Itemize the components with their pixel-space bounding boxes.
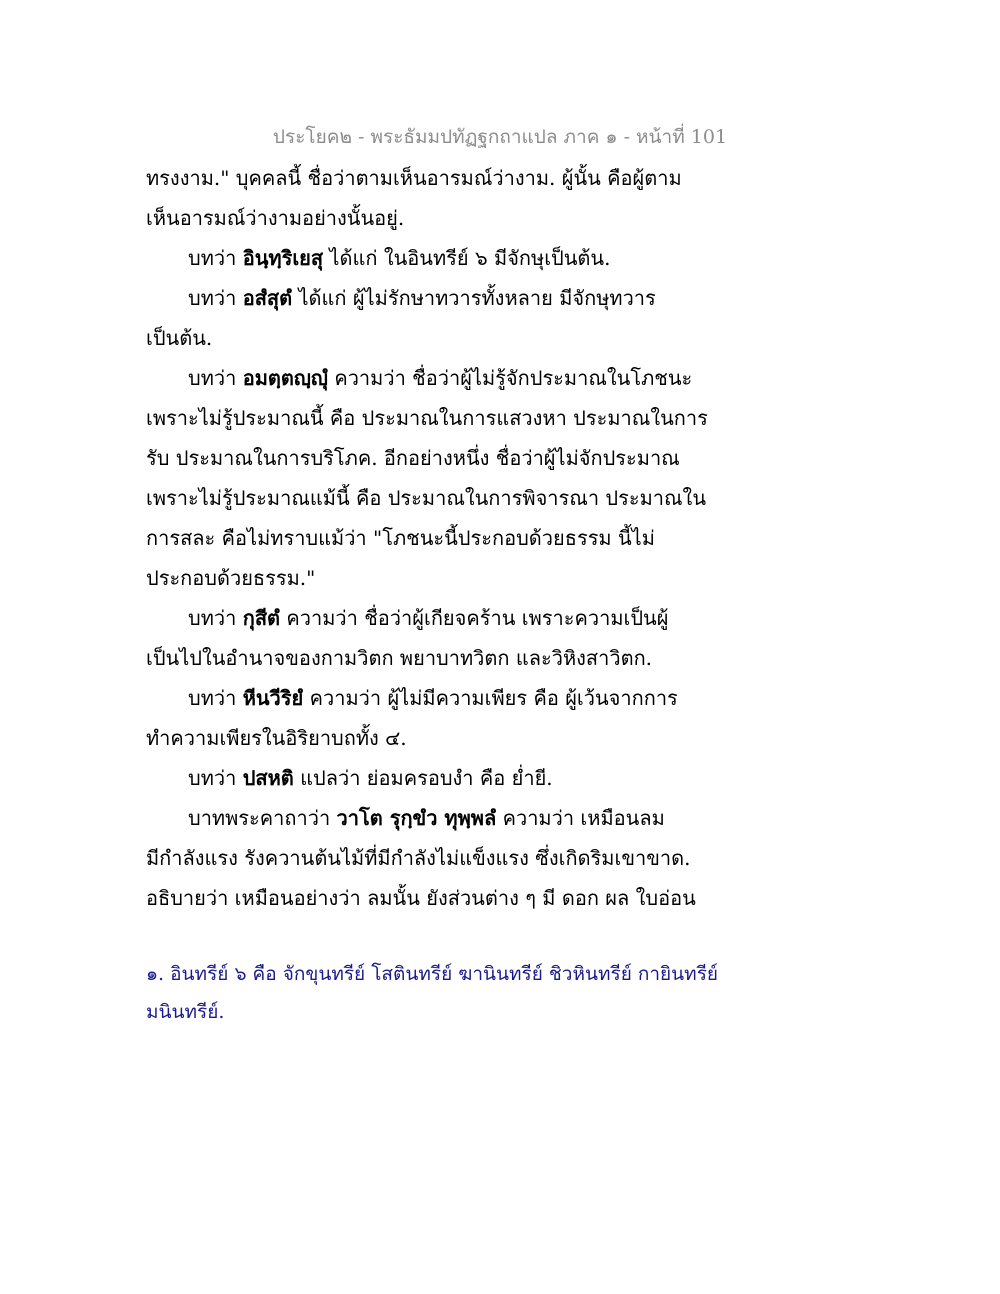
footnote	[146, 955, 719, 1031]
text-line: บทว่า หีนวีริยํ ความว่า ผู้ไม่มีความเพียร คือ ผู้เว้นจากการ	[188, 686, 678, 710]
text-line: บทว่า กุสีตํ ความว่า ชื่อว่าผู้เกียจคร้าน เพราะความเป็นผู้	[188, 606, 669, 630]
pali-term: วาโต รุกฺขํว ทุพฺพลํ	[336, 806, 497, 830]
text-line: เป็นไปในอำนาจของกามวิตก พยาบาทวิตก และวิหิงสาวิตก.	[146, 646, 653, 670]
pali-term: อมตฺตญฺญุํ	[242, 366, 328, 390]
text-line: บาทพระคาถาว่า วาโต รุกฺขํว ทุพฺพลํ ความว่า เหมือนลม	[188, 806, 665, 830]
footnote-line: มนินทรีย์.	[146, 1001, 225, 1023]
page-header	[0, 122, 1000, 152]
text-line: มีกำลังแรง รังควานต้นไม้ที่มีกำลังไม่แข็งแรง ซึ่งเกิดริมเขาขาด.	[146, 846, 691, 870]
footnote-line: ๑. อินทรีย์ ๖ คือ จักขุนทรีย์ โสตินทรีย์ ฆานินทรีย์ ชิวหินทรีย์ กายินทรีย์	[146, 963, 719, 985]
text-line: รับ ประมาณในการบริโภค. อีกอย่างหนึ่ง ชื่อว่าผู้ไม่จักประมาณ	[146, 446, 680, 470]
text-line: เห็นอารมณ์ว่างามอย่างนั้นอยู่.	[146, 206, 405, 230]
text-line: บทว่า อมตฺตญฺญุํ ความว่า ชื่อว่าผู้ไม่รู้จักประมาณในโภชนะ	[188, 366, 693, 390]
pali-term: อินฺทฺริเยสุ	[242, 246, 324, 270]
body-text	[146, 158, 706, 918]
pali-term: ปสหติ	[242, 766, 294, 790]
text-line: การสละ คือไม่ทราบแม้ว่า "โภชนะนี้ประกอบด้วยธรรม นี้ไม่	[146, 526, 655, 550]
pali-term: กุสีตํ	[242, 606, 281, 630]
pali-term: หีนวีริยํ	[242, 686, 304, 710]
text-line: ทำความเพียรในอิริยาบถทั้ง ๔.	[146, 726, 407, 750]
text-line: เพราะไม่รู้ประมาณแม้นี้ คือ ประมาณในการพิจารณา ประมาณใน	[146, 486, 706, 510]
text-line: ประกอบด้วยธรรม."	[146, 566, 316, 590]
text-line: บทว่า อินฺทฺริเยสุ ได้แก่ ในอินทรีย์ ๖ มีจักษุเป็นต้น.	[188, 246, 611, 270]
text-line: อธิบายว่า เหมือนอย่างว่า ลมนั้น ยังส่วนต่าง ๆ มี ดอก ผล ใบอ่อน	[146, 886, 696, 910]
text-line: ทรงงาม." บุคคลนี้ ชื่อว่าตามเห็นอารมณ์ว่างาม. ผู้นั้น คือผู้ตาม	[146, 166, 682, 190]
pali-term: อสํสุตํ	[242, 286, 293, 310]
text-line: บทว่า อสํสุตํ ได้แก่ ผู้ไม่รักษาทวารทั้งหลาย มีจักษุทวาร	[188, 286, 656, 310]
text-line: เพราะไม่รู้ประมาณนี้ คือ ประมาณในการแสวงหา ประมาณในการ	[146, 406, 708, 430]
text-line: เป็นต้น.	[146, 326, 213, 350]
running-header-text: ประโยค๒ - พระธัมมปทัฏฐกถาแปล ภาค ๑ - หน้าที่ 101	[272, 126, 728, 148]
text-line: บทว่า ปสหติ แปลว่า ย่อมครอบงำ คือ ย่ำยี.	[188, 766, 553, 790]
